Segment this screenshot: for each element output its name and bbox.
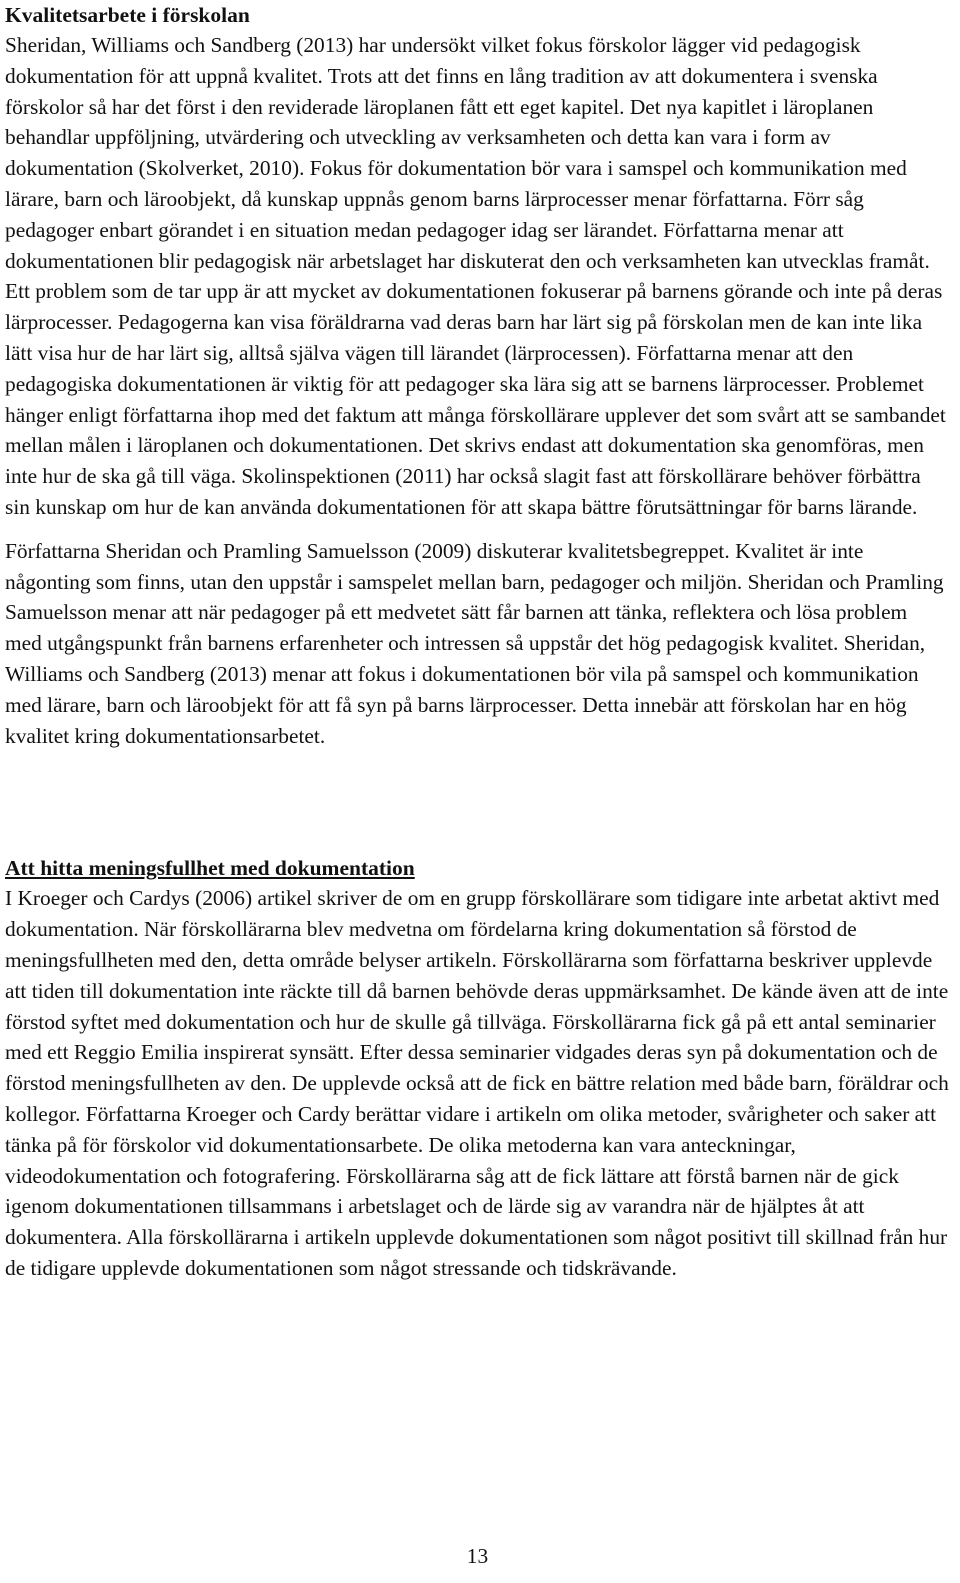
document-page (5, 0, 949, 1284)
section1-paragraph-1: Sheridan, Williams och Sandberg (2013) har undersökt vilket fokus förskolor lägger vid pedagogisk dokumentation för att uppnå kvalitet. Trots att det finns en lång tradition av att dokumentera i svenska förskolor så har det först i den reviderade läroplanen fått ett eget kapitel. Det nya kapitlet i läroplanen behandlar uppföljning, utvärdering och utveckling av verksamheten och detta kan vara i form av dokumentation (Skolverket, 2010). Fokus för dokumentation bör vara i samspel och kommunikation med lärare, barn och läroobjekt, då kunskap uppnås genom barns lärprocesser menar författarna. Förr såg pedagoger enbart görandet i en situation medan pedagoger idag ser lärandet. Författarna menar att dokumentationen blir pedagogisk när arbetslaget har diskuterat den och verksamheten kan utvecklas framåt. Ett problem som de tar upp är att mycket av dokumentationen fokuserar på barnens görande och inte på deras lärprocesser. Pedagogerna kan visa föräldrarna vad deras barn har lärt sig på förskolan men de kan inte lika lätt visa hur de har lärt sig, alltså själva vägen till lärandet (lärprocessen). Författarna menar att den pedagogiska dokumentationen är viktig för att pedagoger ska lära sig att se barnens lärprocesser. Problemet hänger enligt författarna ihop med det faktum att många förskollärare upplever det som svårt att se sambandet mellan målen i läroplanen och dokumentationen. Det skrivs endast att dokumentation ska genomföras, men inte hur de ska gå till väga. Skolinspektionen (2011) har också slagit fast att förskollärare behöver förbättra sin kunskap om hur de kan använda dokumentationen för att skapa bättre förutsättningar för barns lärande. (5, 33, 946, 519)
section2-paragraph-1: I Kroeger och Cardys (2006) artikel skriver de om en grupp förskollärare som tidigare inte arbetat aktivt med dokumentation. När förskollärarna blev medvetna om fördelarna kring dokumentation så förstod de meningsfullheten med den, detta område belyser artikeln. Förskollärarna som författarna beskriver upplevde att tiden till dokumentation inte räckte till då barnen behövde deras uppmärksamhet. De kände även att de inte förstod syftet med dokumentation och hur de skulle gå tillväga. Förskollärarna fick gå på ett antal seminarier med ett Reggio Emilia inspirerat synsätt. Efter dessa seminarier vidgades deras syn på dokumentation och de förstod meningsfullheten av den. De upplevde också att de fick en bättre relation med både barn, föräldrar och kollegor. Författarna Kroeger och Cardy berättar vidare i artikeln om olika metoder, svårigheter och saker att tänka på för förskolor vid dokumentationsarbete. De olika metoderna kan vara anteckningar, videodokumentation och fotografering. Förskollärarna såg att de fick lättare att förstå barnen när de gick igenom dokumentationen tillsammans i arbetslaget och de lärde sig av varandra när de hjälptes åt att dokumentera. Alla förskollärarna i artikeln upplevde dokumentationen som något positivt till skillnad från hur de tidigare upplevde dokumentationen som något stressande och tidskrävande. (5, 886, 949, 1280)
section-heading-quality-work: Kvalitetsarbete i förskolan (5, 3, 250, 27)
section-spacer (5, 751, 949, 853)
section1-paragraph-2: Författarna Sheridan och Pramling Samuelsson (2009) diskuterar kvalitetsbegreppet. Kvalitet är inte någonting som finns, utan den uppstår i samspelet mellan barn, pedagoger och miljön. Sheridan och Pramling Samuelsson menar att när pedagoger på ett medvetet sätt får barnen att tänka, reflektera och lösa problem med utgångspunkt från barnens erfarenheter och intressen så uppstår det hög pedagogisk kvalitet. Sheridan, Williams och Sandberg (2013) menar att fokus i dokumentationen bör vila på samspel och kommunikation med lärare, barn och läroobjekt för att få syn på barns lärprocesser. Detta innebär att förskolan har en hög kvalitet kring dokumentationsarbetet. (5, 538, 944, 748)
page-number: 13 (466, 1544, 489, 1568)
section-heading-meaningfulness: Att hitta meningsfullhet med dokumentation (5, 856, 415, 881)
paragraph-spacer (5, 523, 949, 536)
